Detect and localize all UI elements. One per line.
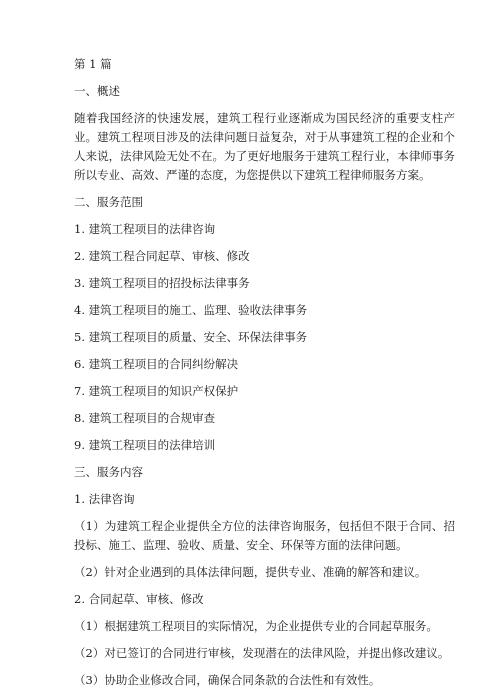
list-item: 4. 建筑工程项目的施工、监理、验收法律事务: [74, 303, 308, 317]
section-2-title: 二、服务范围: [74, 195, 143, 209]
subsection-2-title: 2. 合同起草、审核、修改: [74, 592, 204, 606]
list-item: 3. 建筑工程项目的招投标法律事务: [74, 276, 250, 290]
list-item: 1. 建筑工程项目的法律咨询: [74, 222, 216, 236]
list-item: 6. 建筑工程项目的合同纠纷解决: [74, 357, 239, 371]
subsection-2-point-2: （2）对已签订的合同进行审核，发现潜在的法律风险，并提出修改建议。: [74, 646, 450, 660]
subsection-1-point-1: （1）为建筑工程企业提供全方位的法律咨询服务，包括但不限于合同、招投标、施工、监理、验收、质量、安全、环保等方面的法律问题。: [74, 519, 455, 552]
subsection-2-point-1: （1）根据建筑工程项目的实际情况，为企业提供专业的合同起草服务。: [74, 619, 438, 633]
list-item: 9. 建筑工程项目的法律培训: [74, 438, 216, 452]
list-item: 8. 建筑工程项目的合规审查: [74, 411, 216, 425]
subsection-1-point-2: （2）针对企业遇到的具体法律问题，提供专业、准确的解答和建议。: [74, 565, 427, 579]
list-item: 5. 建筑工程项目的质量、安全、环保法律事务: [74, 330, 308, 344]
subsection-2-point-3: （3）协助企业修改合同，确保合同条款的合法性和有效性。: [74, 673, 381, 687]
page-header: 第 1 篇: [74, 57, 112, 71]
list-item: 7. 建筑工程项目的知识产权保护: [74, 384, 239, 398]
list-item: 2. 建筑工程合同起草、审核、修改: [74, 249, 250, 263]
service-scope-list: [74, 220, 455, 455]
subsection-1-title: 1. 法律咨询: [74, 492, 135, 506]
section-1-title: 一、概述: [74, 84, 120, 98]
section-1-paragraph: 随着我国经济的快速发展，建筑工程行业逐渐成为国民经济的重要支柱产业。建筑工程项目涉及的法律问题日益复杂，对于从事建筑工程的企业和个人来说，法律风险无处不在。为了更好地服务于建筑工程行业，本律师事务所以专业、高效、严谨的态度，为您提供以下建筑工程律师服务方案。: [74, 111, 455, 182]
section-3-title: 三、服务内容: [74, 465, 143, 479]
